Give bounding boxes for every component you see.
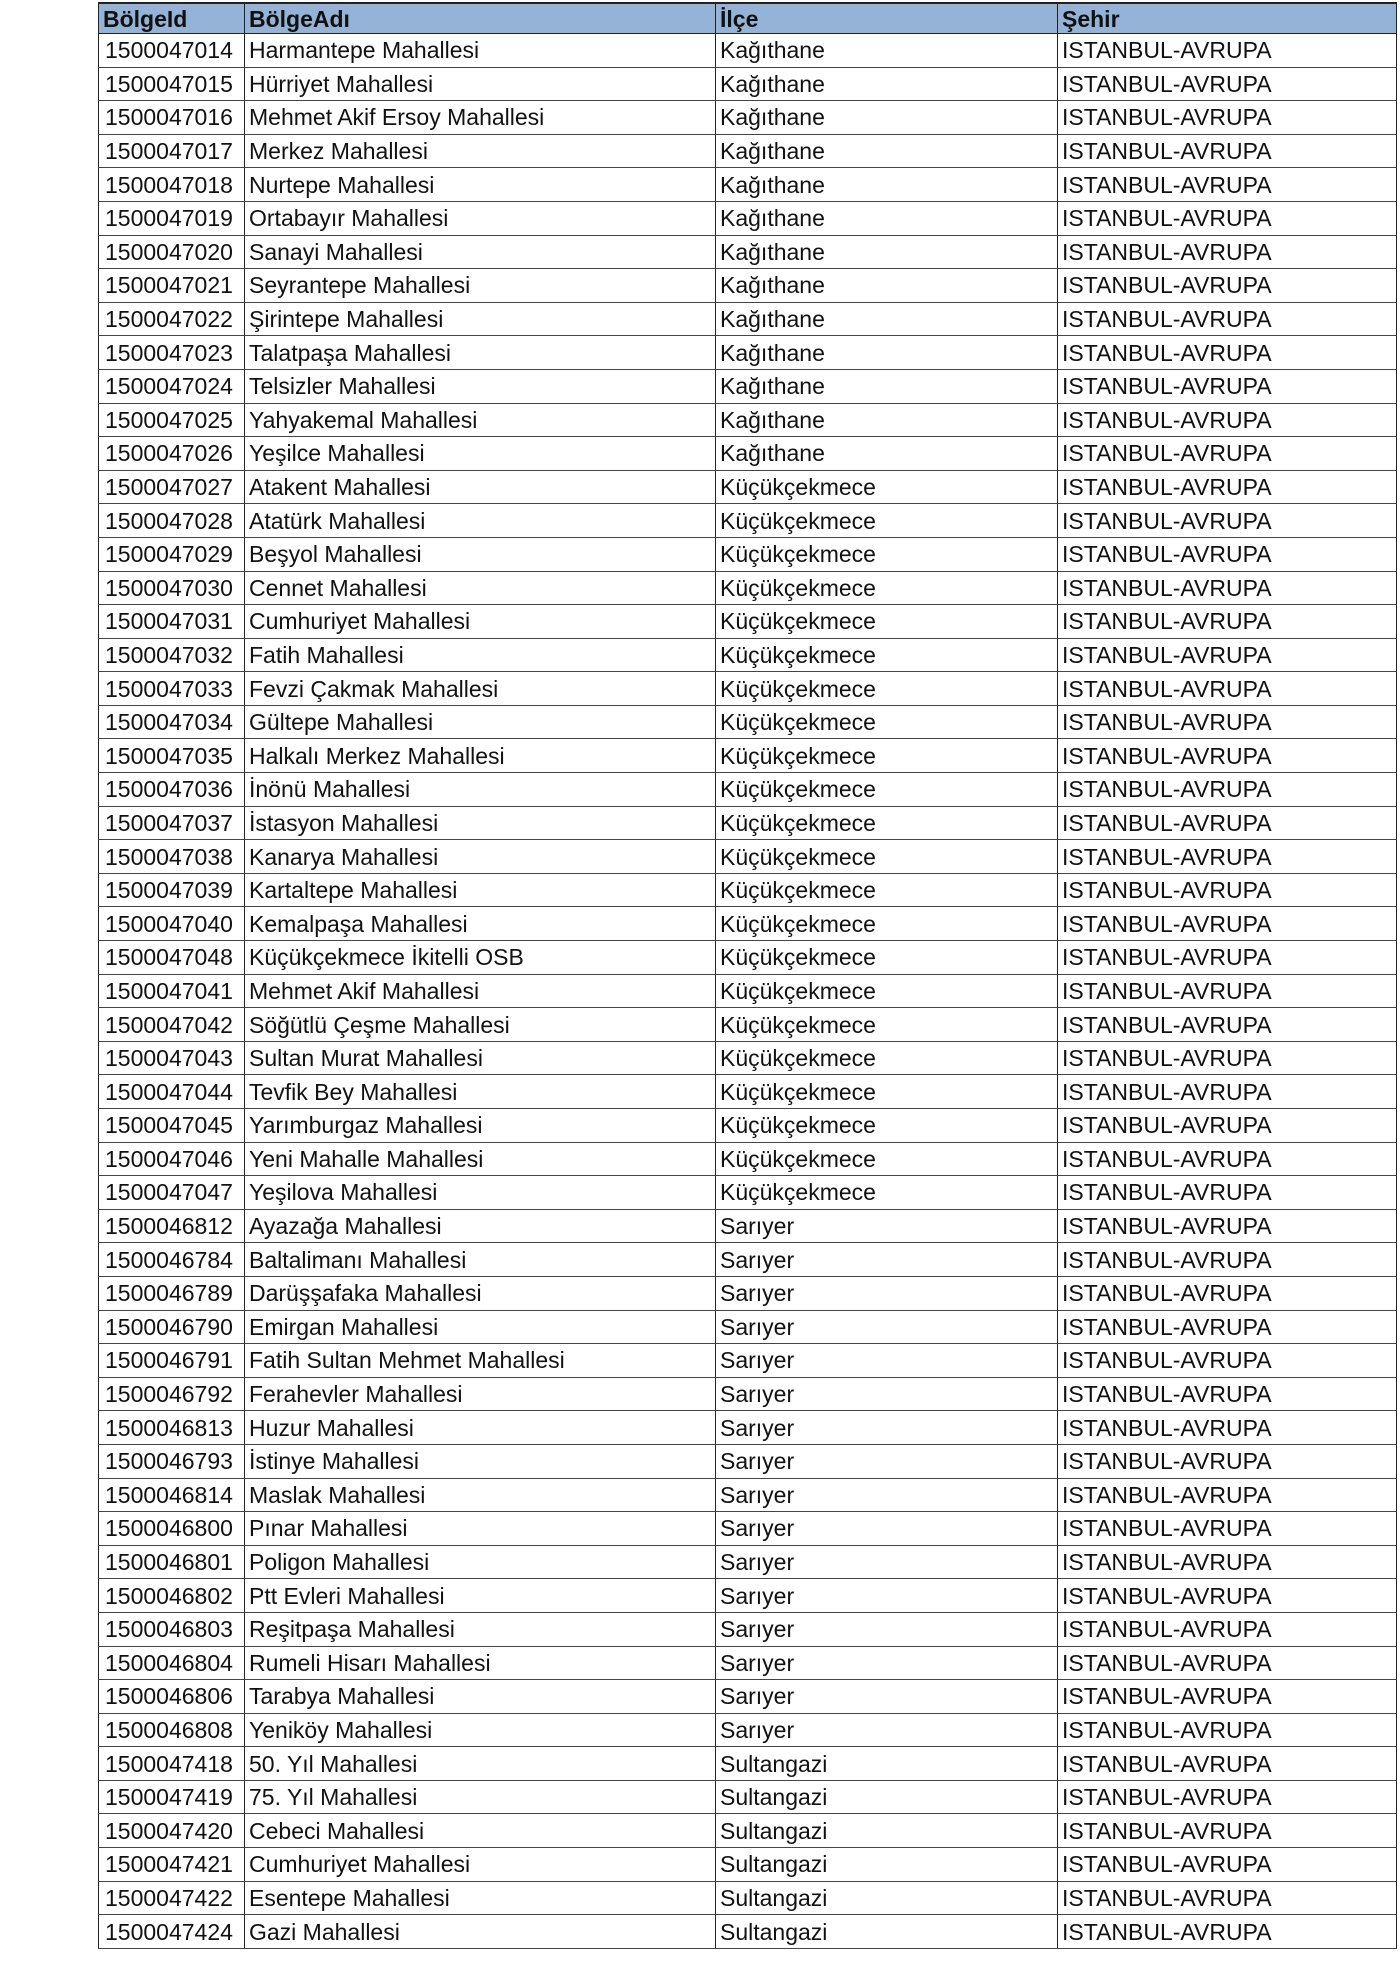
- ilce-cell: Sarıyer: [716, 1545, 1058, 1579]
- bolge-adi-cell: Darüşşafaka Mahallesi: [245, 1276, 716, 1310]
- bolge-id-cell: 1500047035: [99, 739, 245, 773]
- bolge-adi-cell: Maslak Mahallesi: [245, 1478, 716, 1512]
- ilce-cell: Küçükçekmece: [716, 1075, 1058, 1109]
- ilce-cell: Küçükçekmece: [716, 773, 1058, 807]
- bolge-id-cell: 1500047025: [99, 403, 245, 437]
- bolge-adi-cell: Cebeci Mahallesi: [245, 1814, 716, 1848]
- ilce-cell: Sarıyer: [716, 1444, 1058, 1478]
- sehir-cell: ISTANBUL-AVRUPA: [1058, 1444, 1397, 1478]
- bolge-adi-cell: Poligon Mahallesi: [245, 1545, 716, 1579]
- sehir-cell: ISTANBUL-AVRUPA: [1058, 806, 1397, 840]
- table-row: [99, 1646, 1397, 1680]
- ilce-cell: Küçükçekmece: [716, 605, 1058, 639]
- ilce-cell: Küçükçekmece: [716, 739, 1058, 773]
- ilce-cell: Kağıthane: [716, 201, 1058, 235]
- ilce-cell: Sultangazi: [716, 1747, 1058, 1781]
- table-row: [99, 1344, 1397, 1378]
- bolge-id-cell: 1500047027: [99, 470, 245, 504]
- ilce-cell: Kağıthane: [716, 302, 1058, 336]
- ilce-cell: Kağıthane: [716, 134, 1058, 168]
- bolge-adi-cell: Baltalimanı Mahallesi: [245, 1243, 716, 1277]
- sehir-cell: ISTANBUL-AVRUPA: [1058, 67, 1397, 101]
- sehir-cell: ISTANBUL-AVRUPA: [1058, 101, 1397, 135]
- bolge-id-cell: 1500046801: [99, 1545, 245, 1579]
- ilce-cell: Kağıthane: [716, 67, 1058, 101]
- table-row: [99, 1747, 1397, 1781]
- table-row: [99, 134, 1397, 168]
- bolge-adi-cell: Telsizler Mahallesi: [245, 369, 716, 403]
- bolge-id-cell: 1500046800: [99, 1512, 245, 1546]
- sehir-cell: ISTANBUL-AVRUPA: [1058, 941, 1397, 975]
- bolge-adi-cell: Küçükçekmece İkitelli OSB: [245, 941, 716, 975]
- bolge-id-cell: 1500046813: [99, 1411, 245, 1445]
- region-table: [98, 2, 1397, 1949]
- bolge-id-cell: 1500047030: [99, 571, 245, 605]
- bolge-id-cell: 1500047043: [99, 1041, 245, 1075]
- sehir-cell: ISTANBUL-AVRUPA: [1058, 739, 1397, 773]
- bolge-adi-cell: Yeni Mahalle Mahallesi: [245, 1142, 716, 1176]
- ilce-cell: Kağıthane: [716, 235, 1058, 269]
- bolge-adi-cell: İnönü Mahallesi: [245, 773, 716, 807]
- bolge-adi-cell: 50. Yıl Mahallesi: [245, 1747, 716, 1781]
- ilce-cell: Sarıyer: [716, 1276, 1058, 1310]
- bolge-adi-cell: Kemalpaşa Mahallesi: [245, 907, 716, 941]
- ilce-cell: Küçükçekmece: [716, 638, 1058, 672]
- table-row: [99, 403, 1397, 437]
- sehir-cell: ISTANBUL-AVRUPA: [1058, 1377, 1397, 1411]
- ilce-cell: Sarıyer: [716, 1713, 1058, 1747]
- ilce-cell: Sultangazi: [716, 1881, 1058, 1915]
- ilce-cell: Küçükçekmece: [716, 806, 1058, 840]
- bolge-id-cell: 1500047031: [99, 605, 245, 639]
- sehir-cell: ISTANBUL-AVRUPA: [1058, 437, 1397, 471]
- bolge-id-cell: 1500047045: [99, 1109, 245, 1143]
- bolge-id-cell: 1500047033: [99, 672, 245, 706]
- sehir-cell: ISTANBUL-AVRUPA: [1058, 1713, 1397, 1747]
- sehir-cell: ISTANBUL-AVRUPA: [1058, 1310, 1397, 1344]
- bolge-adi-cell: Pınar Mahallesi: [245, 1512, 716, 1546]
- bolge-id-cell: 1500047021: [99, 269, 245, 303]
- table-row: [99, 537, 1397, 571]
- sehir-cell: ISTANBUL-AVRUPA: [1058, 773, 1397, 807]
- ilce-cell: Küçükçekmece: [716, 1041, 1058, 1075]
- sehir-cell: ISTANBUL-AVRUPA: [1058, 1545, 1397, 1579]
- bolge-adi-cell: 75. Yıl Mahallesi: [245, 1780, 716, 1814]
- bolge-id-cell: 1500046784: [99, 1243, 245, 1277]
- ilce-cell: Küçükçekmece: [716, 840, 1058, 874]
- bolge-adi-cell: Emirgan Mahallesi: [245, 1310, 716, 1344]
- table-row: [99, 168, 1397, 202]
- table-row: [99, 907, 1397, 941]
- bolge-adi-cell: Yeşilce Mahallesi: [245, 437, 716, 471]
- table-row: [99, 1377, 1397, 1411]
- bolge-adi-cell: Fatih Sultan Mehmet Mahallesi: [245, 1344, 716, 1378]
- table-row: [99, 1444, 1397, 1478]
- bolge-adi-cell: Yeniköy Mahallesi: [245, 1713, 716, 1747]
- sehir-cell: ISTANBUL-AVRUPA: [1058, 34, 1397, 68]
- table-row: [99, 201, 1397, 235]
- table-row: [99, 1209, 1397, 1243]
- sehir-cell: ISTANBUL-AVRUPA: [1058, 1881, 1397, 1915]
- table-row: [99, 504, 1397, 538]
- bolge-adi-cell: Rumeli Hisarı Mahallesi: [245, 1646, 716, 1680]
- bolge-adi-cell: Halkalı Merkez Mahallesi: [245, 739, 716, 773]
- sehir-cell: ISTANBUL-AVRUPA: [1058, 1075, 1397, 1109]
- ilce-cell: Sarıyer: [716, 1243, 1058, 1277]
- table-row: [99, 302, 1397, 336]
- bolge-id-cell: 1500046790: [99, 1310, 245, 1344]
- bolge-adi-cell: Gazi Mahallesi: [245, 1915, 716, 1949]
- sehir-cell: ISTANBUL-AVRUPA: [1058, 336, 1397, 370]
- ilce-cell: Kağıthane: [716, 34, 1058, 68]
- ilce-cell: Kağıthane: [716, 437, 1058, 471]
- bolge-id-cell: 1500047042: [99, 1008, 245, 1042]
- bolge-adi-cell: Mehmet Akif Mahallesi: [245, 974, 716, 1008]
- table-row: [99, 1713, 1397, 1747]
- bolge-id-cell: 1500046808: [99, 1713, 245, 1747]
- bolge-id-cell: 1500047036: [99, 773, 245, 807]
- table-row: [99, 571, 1397, 605]
- bolge-id-cell: 1500047024: [99, 369, 245, 403]
- ilce-cell: Kağıthane: [716, 168, 1058, 202]
- table-row: [99, 269, 1397, 303]
- sehir-cell: ISTANBUL-AVRUPA: [1058, 1680, 1397, 1714]
- table-row: [99, 101, 1397, 135]
- table-row: [99, 437, 1397, 471]
- bolge-id-cell: 1500047418: [99, 1747, 245, 1781]
- sehir-cell: ISTANBUL-AVRUPA: [1058, 1915, 1397, 1949]
- table-row: [99, 1680, 1397, 1714]
- bolge-adi-cell: Beşyol Mahallesi: [245, 537, 716, 571]
- bolge-id-cell: 1500046814: [99, 1478, 245, 1512]
- sehir-cell: ISTANBUL-AVRUPA: [1058, 1478, 1397, 1512]
- ilce-cell: Sarıyer: [716, 1344, 1058, 1378]
- table-row: [99, 672, 1397, 706]
- bolge-adi-cell: Huzur Mahallesi: [245, 1411, 716, 1445]
- sehir-cell: ISTANBUL-AVRUPA: [1058, 1209, 1397, 1243]
- table-row: [99, 1276, 1397, 1310]
- ilce-cell: Küçükçekmece: [716, 705, 1058, 739]
- table-row: [99, 773, 1397, 807]
- table-header: [99, 3, 1397, 34]
- ilce-cell: Kağıthane: [716, 369, 1058, 403]
- bolge-id-cell: 1500046802: [99, 1579, 245, 1613]
- bolge-id-cell: 1500047019: [99, 201, 245, 235]
- table-row: [99, 369, 1397, 403]
- bolge-adi-cell: Mehmet Akif Ersoy Mahallesi: [245, 101, 716, 135]
- sehir-cell: ISTANBUL-AVRUPA: [1058, 974, 1397, 1008]
- column-header-bolge-id: BölgeId: [99, 3, 245, 34]
- ilce-cell: Sarıyer: [716, 1612, 1058, 1646]
- sehir-cell: ISTANBUL-AVRUPA: [1058, 1780, 1397, 1814]
- bolge-id-cell: 1500047014: [99, 34, 245, 68]
- ilce-cell: Sarıyer: [716, 1512, 1058, 1546]
- bolge-adi-cell: Nurtepe Mahallesi: [245, 168, 716, 202]
- table-row: [99, 1915, 1397, 1949]
- ilce-cell: Küçükçekmece: [716, 1109, 1058, 1143]
- bolge-id-cell: 1500047022: [99, 302, 245, 336]
- bolge-id-cell: 1500047041: [99, 974, 245, 1008]
- bolge-adi-cell: Hürriyet Mahallesi: [245, 67, 716, 101]
- bolge-adi-cell: Söğütlü Çeşme Mahallesi: [245, 1008, 716, 1042]
- bolge-id-cell: 1500047421: [99, 1848, 245, 1882]
- table-row: [99, 941, 1397, 975]
- bolge-id-cell: 1500047048: [99, 941, 245, 975]
- ilce-cell: Küçükçekmece: [716, 1008, 1058, 1042]
- sehir-cell: ISTANBUL-AVRUPA: [1058, 1041, 1397, 1075]
- bolge-id-cell: 1500047020: [99, 235, 245, 269]
- bolge-id-cell: 1500047037: [99, 806, 245, 840]
- ilce-cell: Kağıthane: [716, 336, 1058, 370]
- bolge-adi-cell: Şirintepe Mahallesi: [245, 302, 716, 336]
- bolge-adi-cell: Yeşilova Mahallesi: [245, 1176, 716, 1210]
- bolge-adi-cell: Kartaltepe Mahallesi: [245, 873, 716, 907]
- bolge-id-cell: 1500047032: [99, 638, 245, 672]
- bolge-id-cell: 1500047420: [99, 1814, 245, 1848]
- bolge-adi-cell: Ortabayır Mahallesi: [245, 201, 716, 235]
- ilce-cell: Küçükçekmece: [716, 537, 1058, 571]
- bolge-id-cell: 1500046806: [99, 1680, 245, 1714]
- bolge-id-cell: 1500047424: [99, 1915, 245, 1949]
- table-row: [99, 1142, 1397, 1176]
- sehir-cell: ISTANBUL-AVRUPA: [1058, 1747, 1397, 1781]
- bolge-id-cell: 1500047023: [99, 336, 245, 370]
- table-row: [99, 1545, 1397, 1579]
- bolge-adi-cell: Merkez Mahallesi: [245, 134, 716, 168]
- bolge-id-cell: 1500047029: [99, 537, 245, 571]
- table-row: [99, 470, 1397, 504]
- bolge-adi-cell: Harmantepe Mahallesi: [245, 34, 716, 68]
- bolge-id-cell: 1500047047: [99, 1176, 245, 1210]
- sehir-cell: ISTANBUL-AVRUPA: [1058, 907, 1397, 941]
- ilce-cell: Küçükçekmece: [716, 470, 1058, 504]
- sehir-cell: ISTANBUL-AVRUPA: [1058, 134, 1397, 168]
- bolge-id-cell: 1500047017: [99, 134, 245, 168]
- sehir-cell: ISTANBUL-AVRUPA: [1058, 1411, 1397, 1445]
- sehir-cell: ISTANBUL-AVRUPA: [1058, 672, 1397, 706]
- table-row: [99, 1075, 1397, 1109]
- bolge-adi-cell: Cumhuriyet Mahallesi: [245, 1848, 716, 1882]
- sehir-cell: ISTANBUL-AVRUPA: [1058, 1008, 1397, 1042]
- bolge-adi-cell: Ayazağa Mahallesi: [245, 1209, 716, 1243]
- bolge-id-cell: 1500046789: [99, 1276, 245, 1310]
- bolge-adi-cell: Seyrantepe Mahallesi: [245, 269, 716, 303]
- ilce-cell: Küçükçekmece: [716, 571, 1058, 605]
- bolge-adi-cell: İstasyon Mahallesi: [245, 806, 716, 840]
- ilce-cell: Sarıyer: [716, 1377, 1058, 1411]
- sehir-cell: ISTANBUL-AVRUPA: [1058, 504, 1397, 538]
- sehir-cell: ISTANBUL-AVRUPA: [1058, 1512, 1397, 1546]
- bolge-id-cell: 1500047028: [99, 504, 245, 538]
- table-row: [99, 1041, 1397, 1075]
- column-header-sehir: Şehir: [1058, 3, 1397, 34]
- ilce-cell: Küçükçekmece: [716, 1142, 1058, 1176]
- bolge-adi-cell: Tarabya Mahallesi: [245, 1680, 716, 1714]
- ilce-cell: Sarıyer: [716, 1411, 1058, 1445]
- ilce-cell: Sultangazi: [716, 1780, 1058, 1814]
- table-row: [99, 1612, 1397, 1646]
- table-body: [99, 34, 1397, 1949]
- bolge-adi-cell: Yahyakemal Mahallesi: [245, 403, 716, 437]
- bolge-adi-cell: Kanarya Mahallesi: [245, 840, 716, 874]
- sehir-cell: ISTANBUL-AVRUPA: [1058, 1814, 1397, 1848]
- sehir-cell: ISTANBUL-AVRUPA: [1058, 1612, 1397, 1646]
- bolge-adi-cell: Cumhuriyet Mahallesi: [245, 605, 716, 639]
- bolge-id-cell: 1500047015: [99, 67, 245, 101]
- sehir-cell: ISTANBUL-AVRUPA: [1058, 705, 1397, 739]
- table-row: [99, 1881, 1397, 1915]
- table-row: [99, 1579, 1397, 1613]
- sehir-cell: ISTANBUL-AVRUPA: [1058, 1243, 1397, 1277]
- table-row: [99, 705, 1397, 739]
- table-row: [99, 974, 1397, 1008]
- sehir-cell: ISTANBUL-AVRUPA: [1058, 1276, 1397, 1310]
- bolge-id-cell: 1500047026: [99, 437, 245, 471]
- sehir-cell: ISTANBUL-AVRUPA: [1058, 369, 1397, 403]
- bolge-adi-cell: Gültepe Mahallesi: [245, 705, 716, 739]
- bolge-adi-cell: Atatürk Mahallesi: [245, 504, 716, 538]
- sehir-cell: ISTANBUL-AVRUPA: [1058, 269, 1397, 303]
- bolge-adi-cell: Atakent Mahallesi: [245, 470, 716, 504]
- ilce-cell: Sultangazi: [716, 1814, 1058, 1848]
- sehir-cell: ISTANBUL-AVRUPA: [1058, 1344, 1397, 1378]
- sehir-cell: ISTANBUL-AVRUPA: [1058, 302, 1397, 336]
- ilce-cell: Küçükçekmece: [716, 504, 1058, 538]
- table-row: [99, 1512, 1397, 1546]
- bolge-id-cell: 1500047422: [99, 1881, 245, 1915]
- sehir-cell: ISTANBUL-AVRUPA: [1058, 201, 1397, 235]
- sehir-cell: ISTANBUL-AVRUPA: [1058, 168, 1397, 202]
- table-row: [99, 1243, 1397, 1277]
- sehir-cell: ISTANBUL-AVRUPA: [1058, 1646, 1397, 1680]
- bolge-adi-cell: Cennet Mahallesi: [245, 571, 716, 605]
- table-row: [99, 67, 1397, 101]
- ilce-cell: Sarıyer: [716, 1478, 1058, 1512]
- table-row: [99, 235, 1397, 269]
- table-row: [99, 336, 1397, 370]
- ilce-cell: Sultangazi: [716, 1915, 1058, 1949]
- sehir-cell: ISTANBUL-AVRUPA: [1058, 1176, 1397, 1210]
- table-row: [99, 1478, 1397, 1512]
- table-row: [99, 34, 1397, 68]
- ilce-cell: Küçükçekmece: [716, 974, 1058, 1008]
- table-row: [99, 806, 1397, 840]
- bolge-id-cell: 1500047034: [99, 705, 245, 739]
- bolge-id-cell: 1500046791: [99, 1344, 245, 1378]
- table-row: [99, 1814, 1397, 1848]
- bolge-id-cell: 1500047016: [99, 101, 245, 135]
- ilce-cell: Sarıyer: [716, 1680, 1058, 1714]
- ilce-cell: Sarıyer: [716, 1310, 1058, 1344]
- ilce-cell: Sarıyer: [716, 1579, 1058, 1613]
- bolge-adi-cell: Fevzi Çakmak Mahallesi: [245, 672, 716, 706]
- ilce-cell: Kağıthane: [716, 269, 1058, 303]
- sehir-cell: ISTANBUL-AVRUPA: [1058, 470, 1397, 504]
- bolge-adi-cell: Sanayi Mahallesi: [245, 235, 716, 269]
- sehir-cell: ISTANBUL-AVRUPA: [1058, 605, 1397, 639]
- table-row: [99, 605, 1397, 639]
- table-row: [99, 1848, 1397, 1882]
- table-row: [99, 1109, 1397, 1143]
- ilce-cell: Küçükçekmece: [716, 1176, 1058, 1210]
- table-row: [99, 1310, 1397, 1344]
- bolge-id-cell: 1500046812: [99, 1209, 245, 1243]
- table-row: [99, 1780, 1397, 1814]
- ilce-cell: Sarıyer: [716, 1646, 1058, 1680]
- bolge-adi-cell: Reşitpaşa Mahallesi: [245, 1612, 716, 1646]
- ilce-cell: Küçükçekmece: [716, 907, 1058, 941]
- bolge-id-cell: 1500047044: [99, 1075, 245, 1109]
- ilce-cell: Kağıthane: [716, 101, 1058, 135]
- table-row: [99, 739, 1397, 773]
- sehir-cell: ISTANBUL-AVRUPA: [1058, 638, 1397, 672]
- bolge-adi-cell: Ferahevler Mahallesi: [245, 1377, 716, 1411]
- sehir-cell: ISTANBUL-AVRUPA: [1058, 235, 1397, 269]
- ilce-cell: Küçükçekmece: [716, 873, 1058, 907]
- sehir-cell: ISTANBUL-AVRUPA: [1058, 873, 1397, 907]
- bolge-adi-cell: Ptt Evleri Mahallesi: [245, 1579, 716, 1613]
- sehir-cell: ISTANBUL-AVRUPA: [1058, 537, 1397, 571]
- sehir-cell: ISTANBUL-AVRUPA: [1058, 1848, 1397, 1882]
- header-row: [99, 3, 1397, 34]
- ilce-cell: Küçükçekmece: [716, 941, 1058, 975]
- table-row: [99, 638, 1397, 672]
- bolge-id-cell: 1500047046: [99, 1142, 245, 1176]
- sehir-cell: ISTANBUL-AVRUPA: [1058, 1142, 1397, 1176]
- bolge-id-cell: 1500047039: [99, 873, 245, 907]
- bolge-id-cell: 1500046803: [99, 1612, 245, 1646]
- bolge-adi-cell: Esentepe Mahallesi: [245, 1881, 716, 1915]
- bolge-adi-cell: Tevfik Bey Mahallesi: [245, 1075, 716, 1109]
- bolge-id-cell: 1500046804: [99, 1646, 245, 1680]
- bolge-id-cell: 1500046792: [99, 1377, 245, 1411]
- bolge-id-cell: 1500047018: [99, 168, 245, 202]
- column-header-bolge-adi: BölgeAdı: [245, 3, 716, 34]
- sehir-cell: ISTANBUL-AVRUPA: [1058, 1109, 1397, 1143]
- sehir-cell: ISTANBUL-AVRUPA: [1058, 403, 1397, 437]
- ilce-cell: Sarıyer: [716, 1209, 1058, 1243]
- bolge-id-cell: 1500047038: [99, 840, 245, 874]
- table-row: [99, 840, 1397, 874]
- sehir-cell: ISTANBUL-AVRUPA: [1058, 1579, 1397, 1613]
- sehir-cell: ISTANBUL-AVRUPA: [1058, 840, 1397, 874]
- bolge-adi-cell: Sultan Murat Mahallesi: [245, 1041, 716, 1075]
- bolge-adi-cell: İstinye Mahallesi: [245, 1444, 716, 1478]
- bolge-adi-cell: Talatpaşa Mahallesi: [245, 336, 716, 370]
- ilce-cell: Küçükçekmece: [716, 672, 1058, 706]
- bolge-id-cell: 1500047419: [99, 1780, 245, 1814]
- ilce-cell: Sultangazi: [716, 1848, 1058, 1882]
- table-row: [99, 1176, 1397, 1210]
- bolge-id-cell: 1500046793: [99, 1444, 245, 1478]
- bolge-id-cell: 1500047040: [99, 907, 245, 941]
- table-row: [99, 1411, 1397, 1445]
- bolge-adi-cell: Fatih Mahallesi: [245, 638, 716, 672]
- bolge-adi-cell: Yarımburgaz Mahallesi: [245, 1109, 716, 1143]
- ilce-cell: Kağıthane: [716, 403, 1058, 437]
- column-header-ilce: İlçe: [716, 3, 1058, 34]
- table-row: [99, 1008, 1397, 1042]
- table-row: [99, 873, 1397, 907]
- sehir-cell: ISTANBUL-AVRUPA: [1058, 571, 1397, 605]
